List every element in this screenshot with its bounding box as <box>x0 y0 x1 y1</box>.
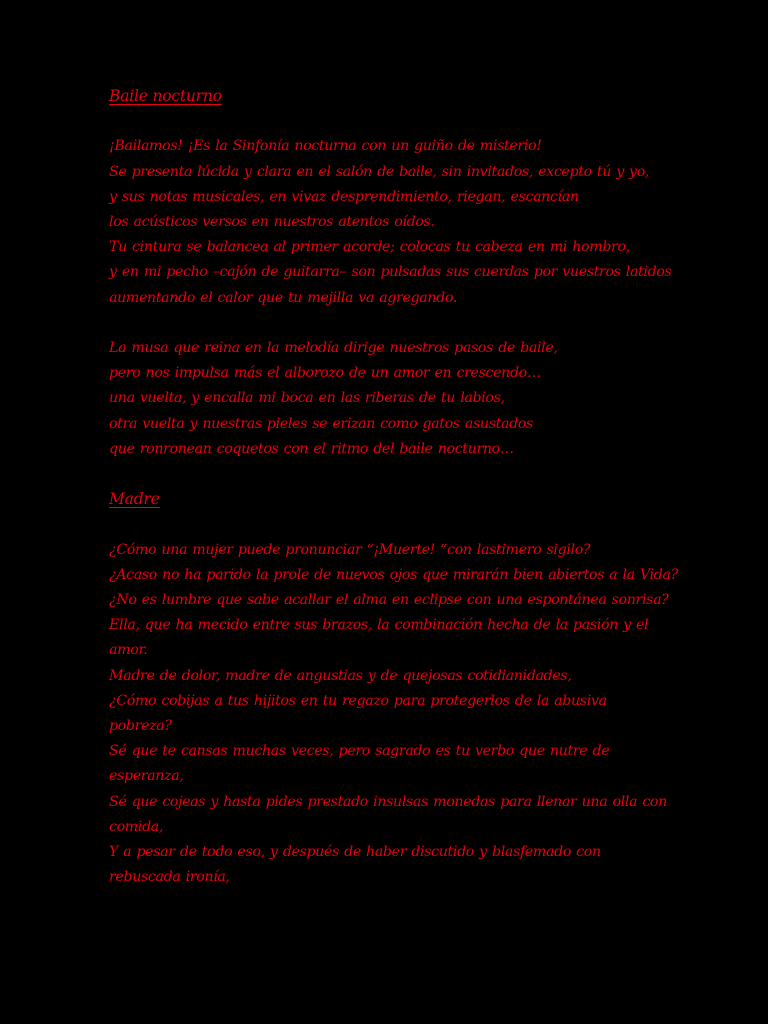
poem-line: y en mi pecho –cajón de guitarra– son pulsadas sus cuerdas por vuestros latidos <box>109 264 672 281</box>
poem-line: pobreza? <box>109 718 172 735</box>
poem-line: otra vuelta y nuestras pieles se erizan como gatos asustados <box>109 415 533 432</box>
poem-line: Sé que te cansas muchas veces, pero sagrado es tu verbo que nutre de <box>109 743 610 760</box>
poem-title-baile-nocturno: Baile nocturno <box>109 87 222 105</box>
poem-line: pero nos impulsa más el alborozo de un amor en crescendo… <box>109 365 541 382</box>
poem1-stanza1 <box>109 134 709 310</box>
poem-line: ¿Cómo una mujer puede pronunciar “¡Muerte! “con lastimero sigilo? <box>109 541 591 558</box>
poem-line: ¿No es lumbre que sabe acallar el alma en eclipse con una espontánea sonrisa? <box>109 592 669 608</box>
spacer <box>109 109 709 134</box>
poem-line: que ronronean coquetos con el ritmo del baile nocturno… <box>109 440 514 457</box>
poem-line: ¡Bailamos! ¡Es la Sinfonía nocturna con un guiño de misterio! <box>109 138 542 155</box>
poem-line: Madre de dolor, madre de angustias y de quejosas cotidianidades, <box>109 667 572 684</box>
poem-line: Tu cintura se balancea al primer acorde; colocas tu cabeza en mi hombro, <box>109 239 630 256</box>
poem-line: comida, <box>109 818 164 835</box>
poem-line: rebuscada ironía, <box>109 869 230 886</box>
poem-line: amor. <box>109 642 148 659</box>
poem-line: los acústicos versos en nuestros atentos oídos. <box>109 214 435 230</box>
poem1-stanza2 <box>109 336 709 462</box>
poem-line: Sé que cojeas y hasta pides prestado insulsas monedas para llenar una olla con <box>109 793 667 810</box>
poem-line: y sus notas musicales, en vivaz desprendimiento, riegan, escancían <box>109 188 579 205</box>
poem-line: una vuelta, y encalla mi boca en las riberas de tu labios, <box>109 390 505 407</box>
poem-line: ¿Acaso no ha parido la prole de nuevos ojos que mirarán bien abiertos a la Vida? <box>109 566 678 583</box>
spacer <box>109 311 709 336</box>
poem-line: aumentando el calor que tu mejilla va agregando. <box>109 289 457 306</box>
poem-line: Se presenta lúcida y clara en el salón de baile, sin invitados, excepto tú y yo, <box>109 163 650 180</box>
poem2-stanza1 <box>109 538 709 891</box>
spacer <box>109 462 709 487</box>
spacer <box>109 512 709 537</box>
poem-line: Ella, que ha mecido entre sus brazos, la combinación hecha de la pasión y el <box>109 617 649 634</box>
poem-line: Y a pesar de todo eso, y después de haber discutido y blasfemado con <box>109 844 601 861</box>
poem-line: La musa que reina en la melodía dirige nuestros pasos de baile, <box>109 340 558 356</box>
poem-line: ¿Cómo cobijas a tus hijitos en tu regazo para protegerlos de la abusiva <box>109 692 607 709</box>
poem-title-madre: Madre <box>109 490 160 509</box>
poem-line: esperanza, <box>109 768 184 785</box>
document-page <box>109 84 709 890</box>
